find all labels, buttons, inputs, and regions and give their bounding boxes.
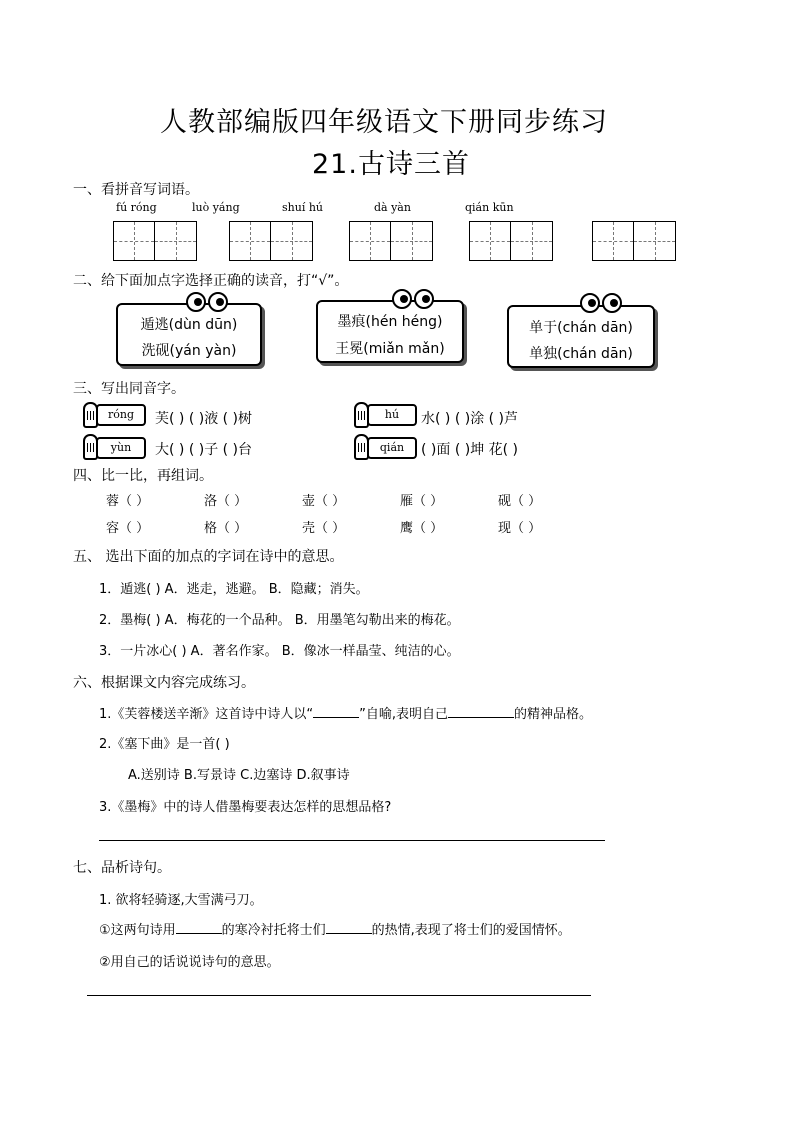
answer-blank[interactable] xyxy=(176,933,222,934)
exercise-q2-options: A.送别诗 B.写景诗 C.边塞诗 D.叙事诗 xyxy=(128,768,350,783)
section-5-heading: 五、 选出下面的加点的字词在诗中的意思。 xyxy=(73,549,344,565)
pinyin-tag: hú xyxy=(367,404,417,426)
exercise-q2: 2.《塞下曲》是一首( ) xyxy=(99,737,230,752)
homophone-row-1a: 芙( ) ( )液 ( )树 xyxy=(155,411,253,427)
writing-grid-3[interactable] xyxy=(349,221,433,261)
writing-grid-4[interactable] xyxy=(469,221,553,261)
meaning-question: 2．墨梅( ) A．梅花的一个品种。 B．用墨笔勾勒出来的梅花。 xyxy=(99,613,460,628)
compare-item: 容（ ） xyxy=(106,521,150,536)
q1-text-b: 的寒冷衬托将士们 xyxy=(221,923,326,938)
q1-text-c: 的热情,表现了将士们的爱国情怀。 xyxy=(371,923,571,938)
compare-item: 现（ ） xyxy=(498,521,542,536)
pinyin-2: luò yáng xyxy=(192,201,240,214)
writing-grid-1[interactable] xyxy=(113,221,197,261)
section-3-heading: 三、写出同音字。 xyxy=(73,381,185,397)
reading-item[interactable]: 墨痕(hén héng) xyxy=(337,314,443,330)
pinyin-3: shuí hú xyxy=(282,201,323,214)
compare-item: 鹰（ ） xyxy=(400,521,444,536)
homophone-row-1b: 水( ) ( )涂 ( )芦 xyxy=(421,411,519,427)
page-subtitle: 21.古诗三首 xyxy=(312,149,470,180)
answer-blank[interactable] xyxy=(448,717,514,718)
compare-item: 雁（ ） xyxy=(400,494,444,509)
homophone-row-2b: ( )面 ( )坤 花( ) xyxy=(421,442,519,458)
pinyin-tag: qián xyxy=(367,437,417,459)
reading-box-2 xyxy=(316,300,464,363)
reading-item[interactable]: 王冕(miǎn mǎn) xyxy=(335,341,445,357)
reading-item[interactable]: 单于(chán dān) xyxy=(529,320,633,336)
homophone-row-2a: 大( ) ( )子 ( )台 xyxy=(155,442,253,458)
reading-item[interactable]: 遁逃(dùn dūn) xyxy=(140,317,238,333)
q1-text-a: 1.《芙蓉楼送辛渐》这首诗中诗人以“ xyxy=(99,707,314,722)
analysis-q2: ②用自己的话说说诗句的意思。 xyxy=(99,955,280,970)
writing-grid-2[interactable] xyxy=(229,221,313,261)
meaning-question: 3．一片冰心( ) A．著名作家。 B．像冰一样晶莹、纯洁的心。 xyxy=(99,644,460,659)
section-2-heading: 二、给下面加点字选择正确的读音，打“√”。 xyxy=(73,273,349,289)
meaning-question: 1．遁逃( ) A．逃走，逃避。 B．隐藏；消失。 xyxy=(99,582,369,597)
pinyin-4: dà yàn xyxy=(374,201,411,214)
page-title: 人教部编版四年级语文下册同步练习 xyxy=(160,107,608,138)
section-1-heading: 一、看拼音写词语。 xyxy=(73,182,199,198)
exercise-q1 xyxy=(99,703,592,722)
eyes-icon xyxy=(186,292,228,312)
answer-line[interactable] xyxy=(87,995,591,996)
reading-box-1 xyxy=(116,303,262,366)
compare-item: 砚（ ） xyxy=(498,494,542,509)
writing-grid-5[interactable] xyxy=(592,221,676,261)
compare-item: 格（ ） xyxy=(204,521,248,536)
section-4-heading: 四、比一比，再组词。 xyxy=(73,468,213,484)
q1-text-b: ”自喻,表明自己 xyxy=(359,707,449,722)
reading-item[interactable]: 单独(chán dān) xyxy=(529,346,633,362)
answer-blank[interactable] xyxy=(326,933,372,934)
compare-item: 蓉（ ） xyxy=(106,494,150,509)
pinyin-5: qián kūn xyxy=(465,201,514,214)
exercise-q3: 3.《墨梅》中的诗人借墨梅要表达怎样的思想品格? xyxy=(99,800,392,815)
eyes-icon xyxy=(580,293,622,313)
section-7-heading: 七、品析诗句。 xyxy=(73,860,171,876)
pinyin-1: fú róng xyxy=(116,201,157,214)
q1-text-c: 的精神品格。 xyxy=(514,707,593,722)
answer-line[interactable] xyxy=(99,840,605,841)
q1-text-a: ①这两句诗用 xyxy=(99,923,176,938)
pinyin-tag: róng xyxy=(96,404,146,426)
compare-item: 壳（ ） xyxy=(302,521,346,536)
eyes-icon xyxy=(392,289,434,309)
reading-item[interactable]: 洗砚(yán yàn) xyxy=(141,343,237,359)
reading-box-3 xyxy=(507,305,655,368)
compare-item: 洛（ ） xyxy=(204,494,248,509)
answer-blank[interactable] xyxy=(313,717,359,718)
poem-line: 1. 欲将轻骑逐,大雪满弓刀。 xyxy=(99,893,263,908)
compare-item: 壶（ ） xyxy=(302,494,346,509)
section-6-heading: 六、根据课文内容完成练习。 xyxy=(73,675,255,691)
pinyin-tag: yùn xyxy=(96,437,146,459)
analysis-q1 xyxy=(99,919,571,938)
